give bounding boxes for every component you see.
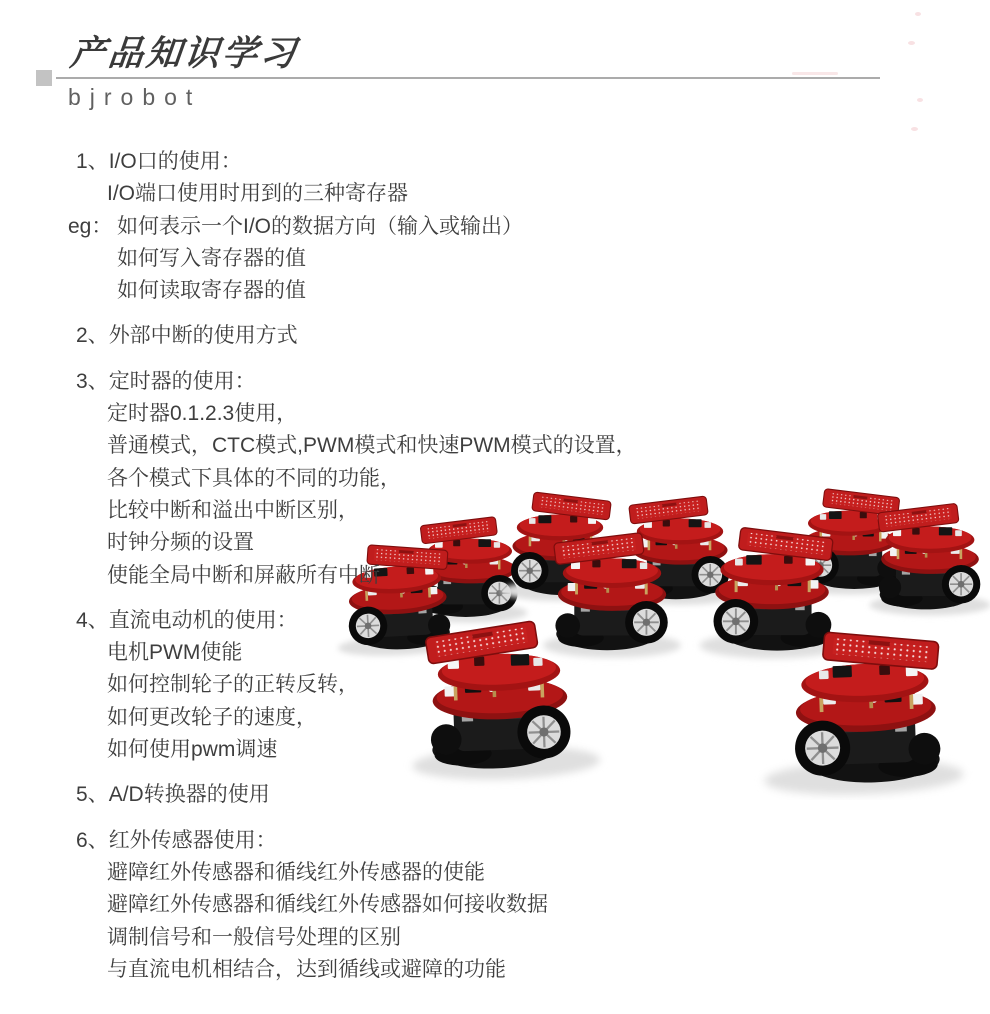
page-title: 产品知识学习 [68,34,301,73]
section-2-title: 2、外部中断的使用方式 [76,324,298,348]
doc-line: 电机PWM使能 [107,641,243,665]
doc-line: 与直流电机相结合，达到循线或避障的功能 [107,957,506,981]
doc-line: 各个模式下具体的不同的功能， [107,466,401,490]
doc-line: 调制信号和一般信号处理的区别 [107,925,401,949]
doc-line: 比较中断和溢出中断区别， [107,498,359,522]
decorative-square [36,70,52,86]
outline [0,146,990,986]
watermark-speck [792,72,838,75]
doc-line: 避障红外传感器和循线红外传感器如何接收数据 [107,893,548,917]
doc-line: 定时器0.1.2.3使用， [107,402,298,426]
doc-line: 使能全局中断和屏蔽所有中断 [107,563,380,587]
doc-line: 普通模式，CTC模式,PWM模式和快速PWM模式的设置， [107,434,637,458]
watermark-speck [911,127,918,131]
section-3-title: 3、定时器的使用： [76,369,256,393]
watermark-speck [917,98,923,102]
section-5-title: 5、A/D转换器的使用 [76,783,270,807]
doc-line: 如何写入寄存器的值 [117,246,306,270]
doc-line: 时钟分频的设置 [107,531,254,555]
doc-line: I/O端口使用时用到的三种寄存器 [107,182,409,206]
doc-line: 如何控制轮子的正转反转， [107,673,359,697]
watermark-speck [908,41,915,45]
doc-line: 避障红外传感器和循线红外传感器的使能 [107,860,485,884]
watermark-speck [915,12,921,16]
brand-logo-text: bjrobot [68,84,202,110]
section-4-title: 4、直流电动机的使用： [76,608,298,632]
doc-line: eg： 如何表示一个I/O的数据方向（输入或输出） [68,214,524,238]
section-6-title: 6、红外传感器使用： [76,828,277,852]
doc-line: 如何读取寄存器的值 [117,279,306,303]
doc-line: 如何使用pwm调速 [107,738,278,762]
section-1-title: 1、I/O口的使用： [76,150,242,173]
doc-line: 如何更改轮子的速度， [107,705,317,729]
header-divider [56,77,880,79]
